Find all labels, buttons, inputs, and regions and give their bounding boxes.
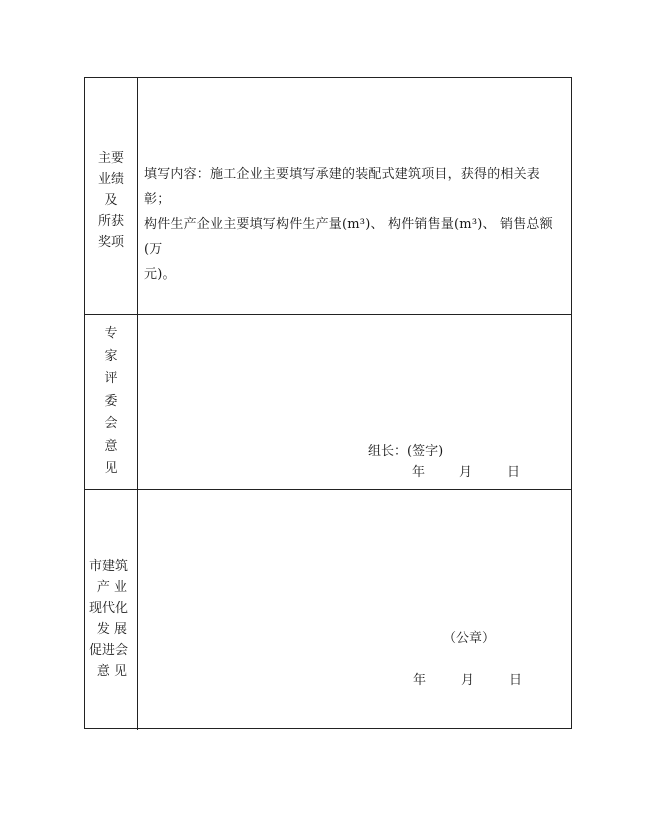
label-line: 产 业 (96, 580, 128, 595)
label-line: 见 (104, 461, 118, 476)
label-line: 业绩 (97, 172, 124, 187)
label-line: 评 (104, 371, 118, 386)
expert-label (85, 323, 137, 481)
label-line: 促进会 (89, 643, 129, 658)
instruction-line: 元)。 (144, 267, 176, 282)
label-line: 主要 (97, 151, 124, 166)
date-day-label: 日 (509, 673, 523, 688)
achievements-content-cell[interactable] (138, 78, 571, 314)
achievements-row (85, 78, 571, 315)
label-line: 意 见 (96, 664, 128, 679)
date-year-label: 年 (413, 673, 427, 688)
label-line: 发 展 (96, 622, 128, 637)
label-line: 家 (104, 348, 118, 364)
label-line: 会 (104, 416, 118, 431)
achievements-label (85, 148, 137, 253)
date-day-label: 日 (507, 465, 521, 480)
association-label-cell (85, 490, 138, 730)
label-line: 专 (104, 326, 118, 341)
expert-label-cell (85, 315, 138, 489)
leader-signature-label: 组长：(签字) (368, 444, 444, 459)
association-label (89, 556, 135, 682)
expert-date-line (412, 461, 520, 480)
association-date-line (413, 669, 522, 688)
label-line: 所获 (97, 214, 124, 229)
label-line: 及 (104, 193, 118, 208)
date-year-label: 年 (412, 465, 426, 480)
date-month-label: 月 (461, 673, 475, 688)
date-month-label: 月 (459, 465, 473, 480)
instruction-line: 填写内容：施工企业主要填写承建的装配式建筑项目，获得的相关表彰； (144, 167, 541, 207)
label-line: 委 (104, 393, 118, 409)
label-line: 现代化 (89, 601, 129, 616)
fill-instructions (144, 162, 565, 287)
label-line: 意 (104, 438, 118, 454)
achievements-label-cell (85, 78, 138, 314)
label-line: 奖项 (97, 235, 124, 250)
instruction-line: 构件生产企业主要填写构件生产量(m³)、 构件销售量(m³)、 销售总额(万 (144, 217, 553, 257)
label-line: 市建筑 (89, 559, 129, 574)
association-content-cell[interactable] (138, 490, 571, 730)
opinion-form-table (84, 77, 572, 729)
official-seal-label: （公章） (443, 631, 496, 646)
association-opinion-row (85, 490, 571, 730)
